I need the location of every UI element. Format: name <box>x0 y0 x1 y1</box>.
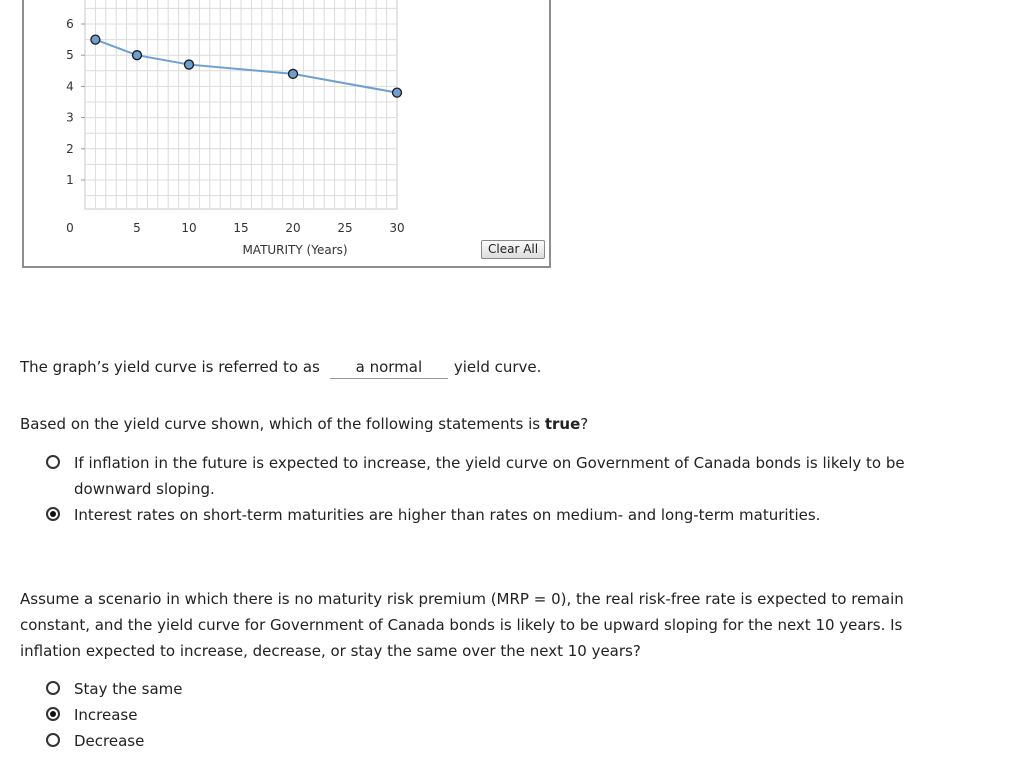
question-yield-curve-type <box>20 354 541 380</box>
option-label: Interest rates on short-term maturities are higher than rates on medium- and long-term maturities. <box>74 506 821 524</box>
y-tick-label: 3 <box>66 110 74 125</box>
y-tick-label: 1 <box>66 173 74 187</box>
question-prefix: The graph’s yield curve is referred to as <box>20 358 320 376</box>
radio-button-selected[interactable] <box>46 507 60 521</box>
option-decrease[interactable] <box>46 728 974 754</box>
yield-curve-chart[interactable] <box>24 0 553 268</box>
data-point-marker[interactable] <box>185 60 194 69</box>
y-tick-label: 6 <box>66 17 74 31</box>
yield-curve-type-dropdown[interactable]: a normal <box>330 356 448 379</box>
x-axis-label: MATURITY (Years) <box>242 243 348 257</box>
statement-option-short-term-higher[interactable] <box>46 502 974 528</box>
question-true-statement <box>20 411 588 437</box>
x-tick-label: 5 <box>133 221 141 235</box>
y-tick-label: 5 <box>66 48 74 63</box>
question-prompt-text: Based on the yield curve shown, which of the following statements is <box>20 415 545 433</box>
x-tick-label: 25 <box>337 221 353 235</box>
question-prompt-end: ? <box>580 415 589 433</box>
y-tick-label: 2 <box>66 141 74 156</box>
radio-button[interactable] <box>46 681 60 695</box>
data-point-marker[interactable] <box>91 35 100 44</box>
x-tick-label: 30 <box>389 221 405 235</box>
data-point-marker[interactable] <box>289 69 298 78</box>
option-label: Increase <box>74 706 138 724</box>
radio-button[interactable] <box>46 733 60 747</box>
statement-option-inflation[interactable] <box>46 450 974 502</box>
question-inflation-expectation: Assume a scenario in which there is no maturity risk premium (MRP = 0), the real risk-free rate is expected to remain constant, and the yield curve for Government of Canada bonds is likely to be upward sloping for the next 10 years. Is inflation expected to increase, decrease, or stay the same over the next 10 years? <box>20 590 904 660</box>
data-point-marker[interactable] <box>393 88 402 97</box>
option-increase[interactable] <box>46 702 974 728</box>
option-label: Stay the same <box>74 680 183 698</box>
x-tick-label: 20 <box>285 221 301 235</box>
question-prompt-emphasis: true <box>544 415 581 433</box>
y-tick-label: 4 <box>66 79 74 94</box>
radio-button-selected[interactable] <box>46 707 60 721</box>
radio-button[interactable] <box>46 455 60 469</box>
yield-curve-graph-panel <box>22 0 551 268</box>
data-point-marker[interactable] <box>133 51 142 60</box>
x-tick-label: 10 <box>181 221 197 235</box>
option-label: If inflation in the future is expected to increase, the yield curve on Government of Canada bonds is likely to be downward sloping. <box>74 454 905 498</box>
question-suffix: yield curve. <box>453 358 542 376</box>
option-label: Decrease <box>74 732 145 750</box>
option-stay-the-same[interactable] <box>46 676 974 702</box>
clear-all-button[interactable]: Clear All <box>481 240 545 259</box>
x-tick-label: 0 <box>66 221 74 235</box>
x-tick-label: 15 <box>233 221 249 235</box>
